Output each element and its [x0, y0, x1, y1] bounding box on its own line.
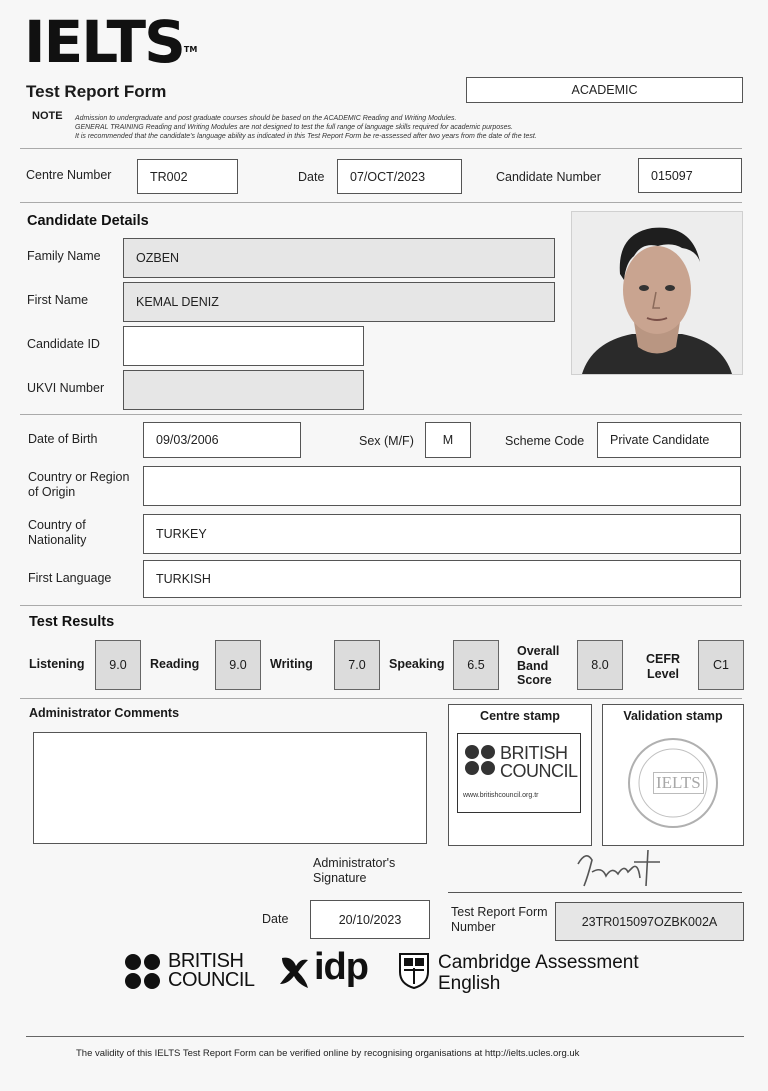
- origin-label: Country or Region of Origin: [28, 470, 130, 499]
- writing-label: Writing: [270, 657, 313, 671]
- origin-field: [143, 466, 741, 506]
- sex-label: Sex (M/F): [359, 434, 414, 448]
- sex-field: M: [425, 422, 471, 458]
- test-results-heading: Test Results: [29, 614, 115, 630]
- ukvi-number-field: [123, 370, 364, 410]
- trf-number-label: Test Report Form Number: [451, 905, 548, 934]
- reading-label: Reading: [150, 657, 200, 671]
- administrator-signature: [568, 842, 688, 892]
- speaking-label: Speaking: [389, 657, 445, 671]
- cefr-label: CEFR Level: [646, 652, 681, 681]
- issue-date-field: 20/10/2023: [310, 900, 430, 939]
- date-label: Date: [298, 170, 325, 184]
- cefr-level: C1: [698, 640, 744, 690]
- dob-label: Date of Birth: [28, 432, 98, 446]
- ielts-logo: IELTS™: [24, 8, 198, 76]
- british-council-dots-icon: [124, 953, 162, 991]
- candidate-photo: [571, 211, 743, 375]
- reading-score: 9.0: [215, 640, 261, 690]
- test-date-field: 07/OCT/2023: [337, 159, 462, 194]
- dob-field: 09/03/2006: [143, 422, 301, 458]
- module-field: ACADEMIC: [466, 77, 743, 103]
- cambridge-wordmark: Cambridge Assessment English: [438, 952, 639, 994]
- cambridge-shield-icon: [398, 952, 430, 990]
- validation-seal-text: IELTS: [653, 772, 704, 794]
- note-text: Admission to undergraduate and post graduate courses should be based on the ACADEMIC Reading and Writing Modules. GENERAL TRAINING Reading and Writing Modules are not designed to test the full range of language skills required for academic purposes. It is recommended that the candidate's language ability as indicated in this Test Report Form be re-assessed after two years from the date of the test.: [75, 115, 537, 140]
- idp-wordmark: idp: [314, 946, 368, 988]
- validation-stamp-label: Validation stamp: [623, 709, 723, 723]
- family-name-field: OZBEN: [123, 238, 555, 278]
- form-title: Test Report Form: [26, 82, 167, 101]
- issue-date-label: Date: [262, 912, 289, 926]
- british-council-wordmark: BRITISH COUNCIL: [168, 950, 255, 991]
- stamp-url: www.britishcouncil.org.tr: [463, 792, 539, 799]
- british-council-dots-icon: [464, 744, 498, 778]
- idp-logo: [278, 946, 378, 994]
- british-council-stamp: [457, 733, 581, 813]
- note-label: NOTE: [32, 110, 63, 122]
- cambridge-logo: [398, 952, 648, 994]
- overall-band-score: 8.0: [577, 640, 623, 690]
- ukvi-number-label: UKVI Number: [27, 381, 105, 395]
- scheme-code-field: Private Candidate: [597, 422, 741, 458]
- footer-validity-note: The validity of this IELTS Test Report Form can be verified online by recognising organisations at http://ielts.ucles.org.uk: [76, 1048, 580, 1059]
- listening-score: 9.0: [95, 640, 141, 690]
- candidate-id-field: [123, 326, 364, 366]
- first-name-label: First Name: [27, 293, 89, 307]
- nationality-field: TURKEY: [143, 514, 741, 554]
- trf-number-field: 23TR015097OZBK002A: [555, 902, 744, 941]
- trademark-mark: TM: [183, 45, 198, 54]
- first-language-field: TURKISH: [143, 560, 741, 598]
- candidate-number-label: Candidate Number: [496, 170, 601, 184]
- family-name-label: Family Name: [27, 249, 101, 263]
- candidate-id-label: Candidate ID: [27, 337, 100, 351]
- stamp-bc-name: BRITISH COUNCIL: [500, 743, 578, 781]
- first-name-field: KEMAL DENIZ: [123, 282, 555, 322]
- first-language-label: First Language: [28, 571, 112, 585]
- centre-number-field: TR002: [137, 159, 238, 194]
- writing-score: 7.0: [334, 640, 380, 690]
- overall-band-label: Overall Band Score: [517, 644, 560, 687]
- centre-stamp-label: Centre stamp: [480, 709, 560, 723]
- speaking-score: 6.5: [453, 640, 499, 690]
- nationality-label: Country of Nationality: [28, 518, 87, 547]
- candidate-number-field: 015097: [638, 158, 742, 193]
- candidate-details-heading: Candidate Details: [27, 213, 149, 229]
- centre-number-label: Centre Number: [26, 168, 112, 182]
- validation-stamp-box: [602, 704, 744, 846]
- signature-label: Administrator's Signature: [313, 856, 396, 885]
- scheme-code-label: Scheme Code: [505, 434, 585, 448]
- idp-swoosh-icon: [278, 954, 312, 990]
- listening-label: Listening: [29, 657, 85, 671]
- admin-comments-field: [33, 732, 427, 844]
- admin-comments-label: Administrator Comments: [29, 706, 180, 720]
- centre-stamp-box: [448, 704, 592, 846]
